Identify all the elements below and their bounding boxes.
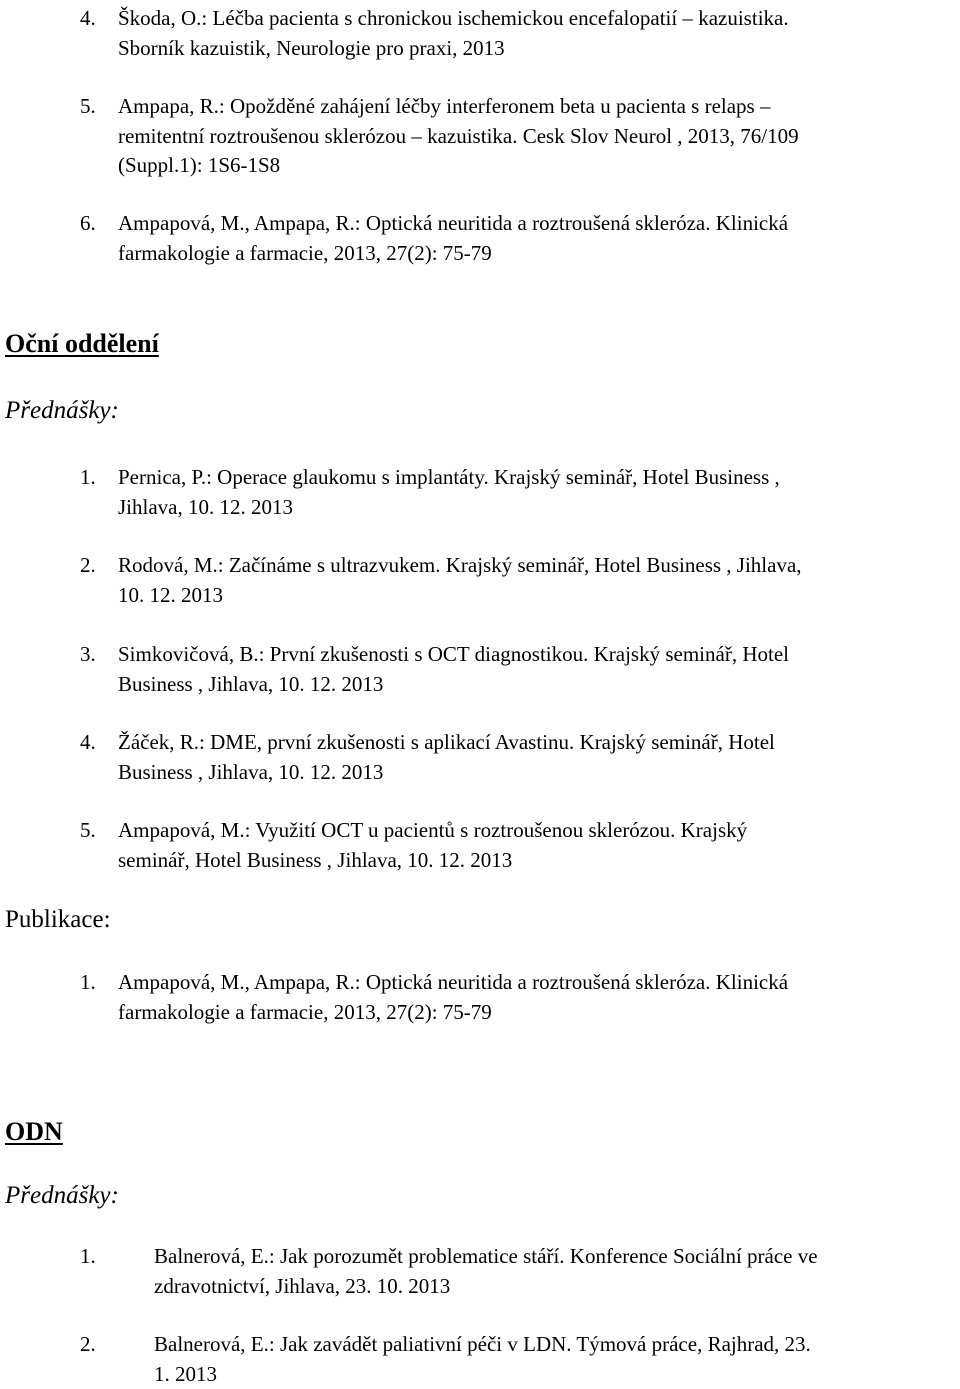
item-text	[118, 640, 789, 699]
item-text	[118, 816, 747, 875]
item-text	[118, 968, 788, 1027]
item-line: Pernica, P.: Operace glaukomu s implantáty. Krajský seminář, Hotel Business ,	[118, 463, 780, 493]
item-text	[118, 463, 780, 522]
item-number: 6.	[80, 209, 96, 239]
item-line: farmakologie a farmacie, 2013, 27(2): 75-79	[118, 239, 788, 269]
item-line: remitentní roztroušenou sklerózou – kazuistika. Cesk Slov Neurol , 2013, 76/109	[118, 122, 799, 152]
item-number: 2.	[80, 551, 96, 581]
item-text	[118, 728, 775, 787]
item-number: 3.	[80, 640, 96, 670]
item-text	[154, 1330, 811, 1389]
item-number: 5.	[80, 816, 96, 846]
item-line: Business , Jihlava, 10. 12. 2013	[118, 758, 775, 788]
item-number: 2.	[80, 1330, 96, 1360]
item-line: Sborník kazuistik, Neurologie pro praxi, 2013	[118, 34, 789, 64]
item-line: seminář, Hotel Business , Jihlava, 10. 12. 2013	[118, 846, 747, 876]
item-text	[154, 1242, 818, 1301]
item-line: 1. 2013	[154, 1360, 811, 1389]
item-line: Balnerová, E.: Jak zavádět paliativní péči v LDN. Týmová práce, Rajhrad, 23.	[154, 1330, 811, 1360]
item-number: 4.	[80, 4, 96, 34]
item-number: 1.	[80, 1242, 96, 1272]
item-line: 10. 12. 2013	[118, 581, 802, 611]
item-line: Škoda, O.: Léčba pacienta s chronickou ischemickou encefalopatií – kazuistika.	[118, 4, 789, 34]
item-line: Žáček, R.: DME, první zkušenosti s aplikací Avastinu. Krajský seminář, Hotel	[118, 728, 775, 758]
section-heading-odn: ODN	[5, 1117, 63, 1147]
item-line: Rodová, M.: Začínáme s ultrazvukem. Krajský seminář, Hotel Business , Jihlava,	[118, 551, 802, 581]
publications-label: Publikace:	[5, 906, 111, 934]
item-line: Balnerová, E.: Jak porozumět problematice stáří. Konference Sociální práce ve	[154, 1242, 818, 1272]
section-heading-ocni: Oční oddělení	[5, 329, 159, 359]
item-line: Ampapová, M.: Využití OCT u pacientů s roztroušenou sklerózou. Krajský	[118, 816, 747, 846]
item-number: 4.	[80, 728, 96, 758]
item-line: Simkovičová, B.: První zkušenosti s OCT diagnostikou. Krajský seminář, Hotel	[118, 640, 789, 670]
lectures-label: Přednášky:	[5, 397, 119, 425]
item-line: Ampapa, R.: Opožděné zahájení léčby interferonem beta u pacienta s relaps –	[118, 92, 799, 122]
item-number: 1.	[80, 968, 96, 998]
item-line: Business , Jihlava, 10. 12. 2013	[118, 670, 789, 700]
item-text	[118, 209, 788, 268]
item-line: Ampapová, M., Ampapa, R.: Optická neuritida a roztroušená skleróza. Klinická	[118, 209, 788, 239]
item-line: (Suppl.1): 1S6-1S8	[118, 151, 799, 181]
item-line: Jihlava, 10. 12. 2013	[118, 493, 780, 523]
item-line: zdravotnictví, Jihlava, 23. 10. 2013	[154, 1272, 818, 1302]
item-text	[118, 92, 799, 181]
item-number: 1.	[80, 463, 96, 493]
item-line: Ampapová, M., Ampapa, R.: Optická neuritida a roztroušená skleróza. Klinická	[118, 968, 788, 998]
item-text	[118, 4, 789, 63]
item-text	[118, 551, 802, 610]
item-number: 5.	[80, 92, 96, 122]
lectures-label: Přednášky:	[5, 1182, 119, 1210]
item-line: farmakologie a farmacie, 2013, 27(2): 75-79	[118, 998, 788, 1028]
